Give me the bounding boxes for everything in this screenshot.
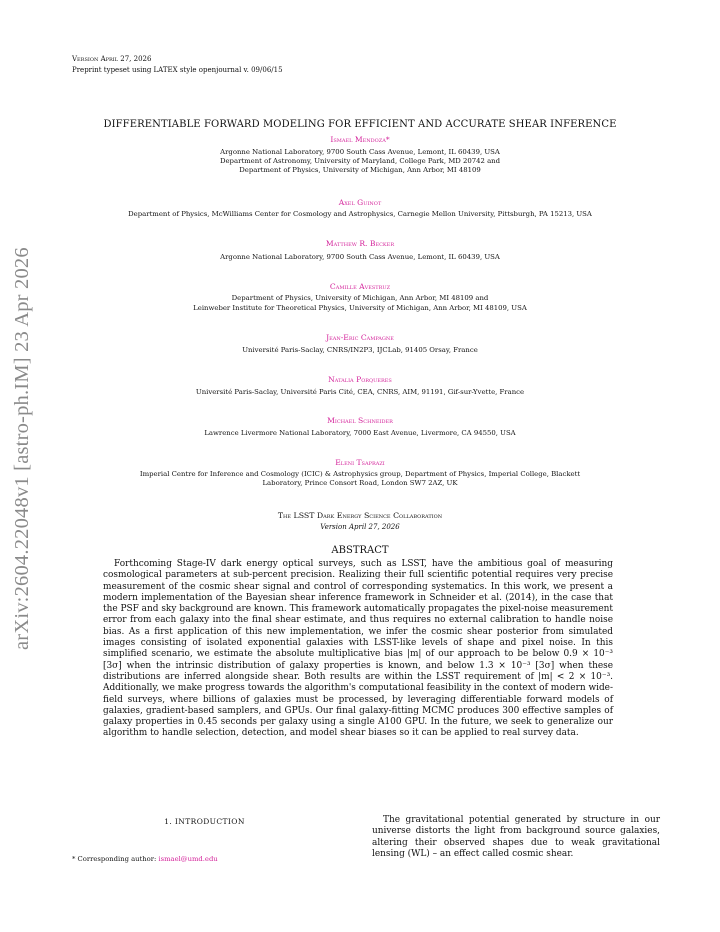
- section-heading: 1. INTRODUCTION: [164, 817, 245, 826]
- paper-title: DIFFERENTIABLE FORWARD MODELING FOR EFFICIENT AND ACCURATE SHEAR INFERENCE: [103, 119, 617, 130]
- collaboration-name: The LSST Dark Energy Science Collaboration: [277, 511, 443, 520]
- abstract-body: [103, 559, 613, 740]
- author-affiliation: Lawrence Livermore National Laboratory, 7000 East Avenue, Livermore, CA 94550, USA: [204, 429, 516, 437]
- author-name: Jean-Eric Campagne: [326, 333, 394, 342]
- abstract-paragraph: Forthcoming Stage-IV dark energy optical surveys, such as LSST, have the ambitious goal of measuring cosmological parameters at sub-percent precision. Realizing their full scientific potential requires very precise measurement of the cosmic shear signal and control of corresponding systematics. In this work, we present a modern implementation of the Bayesian shear inference framework in Schneider et al. (2014), in the case that the PSF and sky background are known. This framework automatically propagates the pixel-noise measurement error from each galaxy into the final shear estimate, and thus requires no external calibration to handle noise bias. As a first application of this new implementation, we infer the cosmic shear posterior from simulated images consisting of isolated exponential galaxies with LSST-like levels of shape and pixel noise. In this simplified scenario, we estimate the absolute multiplicative bias |m| of our approach to be below 0.9 × 10⁻³ [3σ] when the intrinsic distribution of galaxy properties is known, and below 1.3 × 10⁻³ [3σ] when these distributions are inferred alongside shear. Both results are within the LSST requirement of |m| < 2 × 10⁻³. Additionally, we make progress towards the algorithm's computational feasibility in the context of modern wide-field surveys, where billions of galaxies must be processed, by leveraging differentiable forward models of galaxies, gradient-based samplers, and GPUs. Our final galaxy-fitting MCMC produces 300 effective samples of galaxy properties in 0.45 seconds per galaxy using a single A100 GPU. In the future, we seek to generalize our algorithm to handle selection, detection, and model shear biases so it can be applied to real survey data.: [103, 559, 613, 739]
- author-affiliation: Department of Astronomy, University of Maryland, College Park, MD 20742 and: [219, 157, 501, 165]
- author-name: Camille Avestruz: [329, 282, 391, 291]
- author-affiliation: Argonne National Laboratory, 9700 South Cass Avenue, Lemont, IL 60439, USA: [220, 148, 500, 156]
- author-name: Matthew R. Becker: [325, 239, 395, 248]
- author-name: Natalia Porqueres: [328, 375, 392, 384]
- author-affiliation: Université Paris-Saclay, Université Paris Cité, CEA, CNRS, AIM, 91191, Gif-sur-Yvette, France: [195, 388, 525, 396]
- author-affiliation: Department of Physics, University of Michigan, Ann Arbor, MI 48109: [239, 166, 481, 174]
- preprint-line: Preprint typeset using LATEX style openjournal v. 09/06/15: [72, 66, 283, 74]
- footnote: [72, 855, 218, 863]
- abstract-heading: ABSTRACT: [331, 545, 389, 556]
- author-affiliation: Imperial Centre for Inference and Cosmology (ICIC) & Astrophysics group, Department of Physics, Imperial College, Blackett: [139, 470, 581, 478]
- author-affiliation: Laboratory, Prince Consort Road, London SW7 2AZ, UK: [262, 479, 458, 487]
- arxiv-stamp[interactable]: arXiv:2604.22048v1 [astro-ph.IM] 23 Apr 2026: [11, 247, 33, 650]
- author-name: Michael Schneider: [327, 416, 393, 425]
- version-line: Version April 27, 2026: [72, 55, 152, 63]
- author-name: Axel Guinot: [338, 198, 382, 207]
- intro-column: [372, 815, 660, 860]
- author-name: Ismael Mendoza*: [330, 135, 390, 144]
- footnote-label: * Corresponding author:: [72, 855, 159, 863]
- author-affiliation: Université Paris-Saclay, CNRS/IN2P3, IJCLab, 91405 Orsay, France: [242, 346, 478, 354]
- author-affiliation: Department of Physics, University of Michigan, Ann Arbor, MI 48109 and: [231, 294, 489, 302]
- author-affiliation: Department of Physics, McWilliams Center for Cosmology and Astrophysics, Carnegie Mellon University, Pittsburgh, PA 15213, USA: [128, 210, 592, 218]
- intro-paragraph: The gravitational potential generated by structure in our universe distorts the light from background source galaxies, altering their observed shapes due to weak gravitational lensing (WL) – an effect called cosmic shear.: [372, 815, 660, 859]
- author-name: Eleni Tsaprazi: [335, 458, 385, 467]
- author-affiliation: Leinweber Institute for Theoretical Physics, University of Michigan, Ann Arbor, MI 48109, USA: [193, 304, 527, 312]
- email-link[interactable]: ismael@umd.edu: [158, 855, 218, 863]
- version-date: Version April 27, 2026: [320, 523, 400, 531]
- author-affiliation: Argonne National Laboratory, 9700 South Cass Avenue, Lemont, IL 60439, USA: [220, 253, 500, 261]
